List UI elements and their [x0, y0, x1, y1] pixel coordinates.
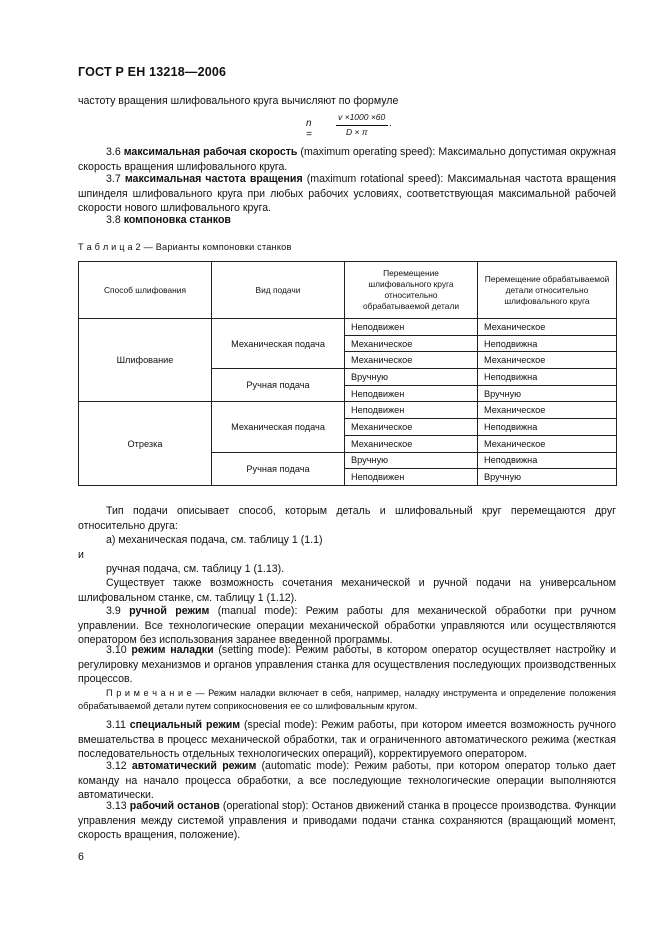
table-cell: Неподвижна — [478, 335, 617, 352]
section-number: 3.13 — [106, 800, 127, 812]
table-cell: Неподвижна — [478, 419, 617, 436]
table-cell: Неподвижна — [478, 452, 617, 469]
table-cell: Неподвижен — [345, 319, 478, 336]
formula-fraction-bar — [336, 125, 388, 126]
feed-type-cell: Механическая подача — [212, 402, 345, 452]
section-3-11 — [78, 718, 616, 762]
formula-lhs: n = — [306, 118, 312, 140]
table-cell: Механическое — [478, 435, 617, 452]
section-text: (setting mode): Режим работы, в котором оператор осуществляет настройку и регулировку механизмов и органов управления станка для осуществления последующих производственных процессов. — [78, 644, 617, 686]
formula-numerator: v ×1000 ×60 — [338, 112, 386, 122]
section-term: максимальная частота вращения — [124, 173, 303, 185]
section-number: 3.10 — [106, 644, 127, 656]
feed-type-cell: Механическая подача — [212, 319, 345, 369]
section-number: 3.11 — [106, 719, 126, 731]
table-header-row — [79, 262, 617, 319]
table-cell: Неподвижен — [345, 385, 478, 402]
section-number: 3.8 — [106, 214, 121, 226]
section-number: 3.12 — [106, 760, 127, 772]
section-text: (maximum operating speed): Максимально допустимая окружная скорость вращения шлифовального круга. — [78, 146, 616, 173]
section-term: режим наладки — [131, 644, 214, 656]
feed-type-cell: Ручная подача — [212, 452, 345, 485]
feed-type-paragraph: Тип подачи описывает способ, которым деталь и шлифовальный круг перемещаются друг относительно друга: — [78, 505, 616, 532]
section-text: (manual mode): Режим работы для механической обработки при ручном управлении. Все технологические операции механической обработки управляются или осуществляются оператором без использования заранее введенной программы. — [78, 605, 616, 647]
section-term: компоновка станков — [123, 214, 231, 226]
table-cell: Неподвижна — [478, 369, 617, 386]
document-header: ГОСТ Р ЕН 13218—2006 — [78, 65, 227, 79]
table-header-cell: Перемещение шлифовального круга относительно обрабатываемой детали — [345, 262, 478, 319]
combination-paragraph: Существует также возможность сочетания механической и ручной подачи на универсальном шлифовальном станке, см. таблицу 1 (1.12). — [78, 577, 616, 604]
table-header-cell: Вид подачи — [212, 262, 345, 319]
section-text: (automatic mode): Режим работы, при котором оператор только дает команду на начало процесса обработки, а все последующие технологические операции выполняются автоматически. — [78, 760, 616, 802]
section-term: ручной режим — [129, 605, 210, 617]
note-label: П р и м е ч а н и е — [106, 688, 192, 698]
section-term: специальный режим — [129, 719, 241, 731]
section-3-9 — [78, 604, 616, 648]
table-cell: Механическое — [345, 435, 478, 452]
table-row — [79, 319, 617, 336]
method-cell: Отрезка — [79, 402, 212, 485]
page-number: 6 — [78, 851, 84, 863]
section-text: (special mode): Режим работы, при котором имеется возможность ручного вмешательства в процесс механической обработки, так и ограниченного автоматического режима (жесткая последовательность отдельных технологических операций), корректируемого оператором. — [78, 719, 616, 761]
section-number: 3.9 — [106, 605, 121, 617]
section-3-8 — [78, 213, 616, 228]
section-text: (operational stop): Останов движений станка в процессе производства. Функции управления между системой управления и приводами подачи станка сохраняются (вращающий момент, скорость вращения, положение). — [78, 800, 616, 842]
formula-tail: . — [389, 118, 392, 129]
section-number: 3.7 — [106, 173, 121, 185]
method-cell: Шлифование — [79, 319, 212, 402]
section-3-6 — [78, 145, 616, 174]
list-item-a: а) механическая подача, см. таблицу 1 (1.1) — [106, 534, 323, 546]
table-cell: Вручную — [478, 385, 617, 402]
intro-paragraph: частоту вращения шлифовального круга вычисляют по формуле — [78, 95, 399, 107]
table-header-cell: Перемещение обрабатываемой детали относительно шлифовального круга — [478, 262, 617, 319]
table-cell: Вручную — [478, 469, 617, 486]
section-3-13 — [78, 799, 616, 843]
feed-type-cell: Ручная подача — [212, 369, 345, 402]
section-term: максимальная рабочая скорость — [123, 146, 298, 158]
table-cell: Вручную — [345, 369, 478, 386]
section-3-10 — [78, 643, 616, 687]
table-cell: Механическое — [345, 419, 478, 436]
list-item-b: ручная подача, см. таблицу 1 (1.13). — [106, 563, 285, 575]
section-text: (maximum rotational speed): Максимальная частота вращения шпинделя шлифовального круга при любых рабочих условиях, соответствующая максимальной рабочей скорости нового шлифовального круга. — [78, 173, 616, 215]
table-cell: Неподвижен — [345, 402, 478, 419]
table-cell: Механическое — [478, 352, 617, 369]
table-cell: Механическое — [478, 402, 617, 419]
section-number: 3.6 — [106, 146, 121, 158]
formula-denominator: D × π — [346, 127, 368, 137]
table-cell: Механическое — [478, 319, 617, 336]
section-term: рабочий останов — [129, 800, 220, 812]
table-header-cell: Способ шлифования — [79, 262, 212, 319]
table-cell: Неподвижен — [345, 469, 478, 486]
table-cell: Механическое — [345, 352, 478, 369]
section-3-7 — [78, 172, 616, 216]
table-cell: Вручную — [345, 452, 478, 469]
section-term: автоматический режим — [131, 760, 257, 772]
note — [78, 687, 616, 713]
layout-variants-table — [78, 261, 617, 486]
table-caption: Т а б л и ц а 2 — Варианты компоновки станков — [78, 242, 292, 252]
table-row — [79, 402, 617, 419]
conjunction: и — [78, 549, 84, 561]
table-cell: Механическое — [345, 335, 478, 352]
note-text: — Режим наладки включает в себя, например, наладку инструмента и определение положения обрабатываемой детали путем соприкосновения ее со шлифовальным кругом. — [78, 688, 616, 711]
section-3-12 — [78, 759, 616, 803]
